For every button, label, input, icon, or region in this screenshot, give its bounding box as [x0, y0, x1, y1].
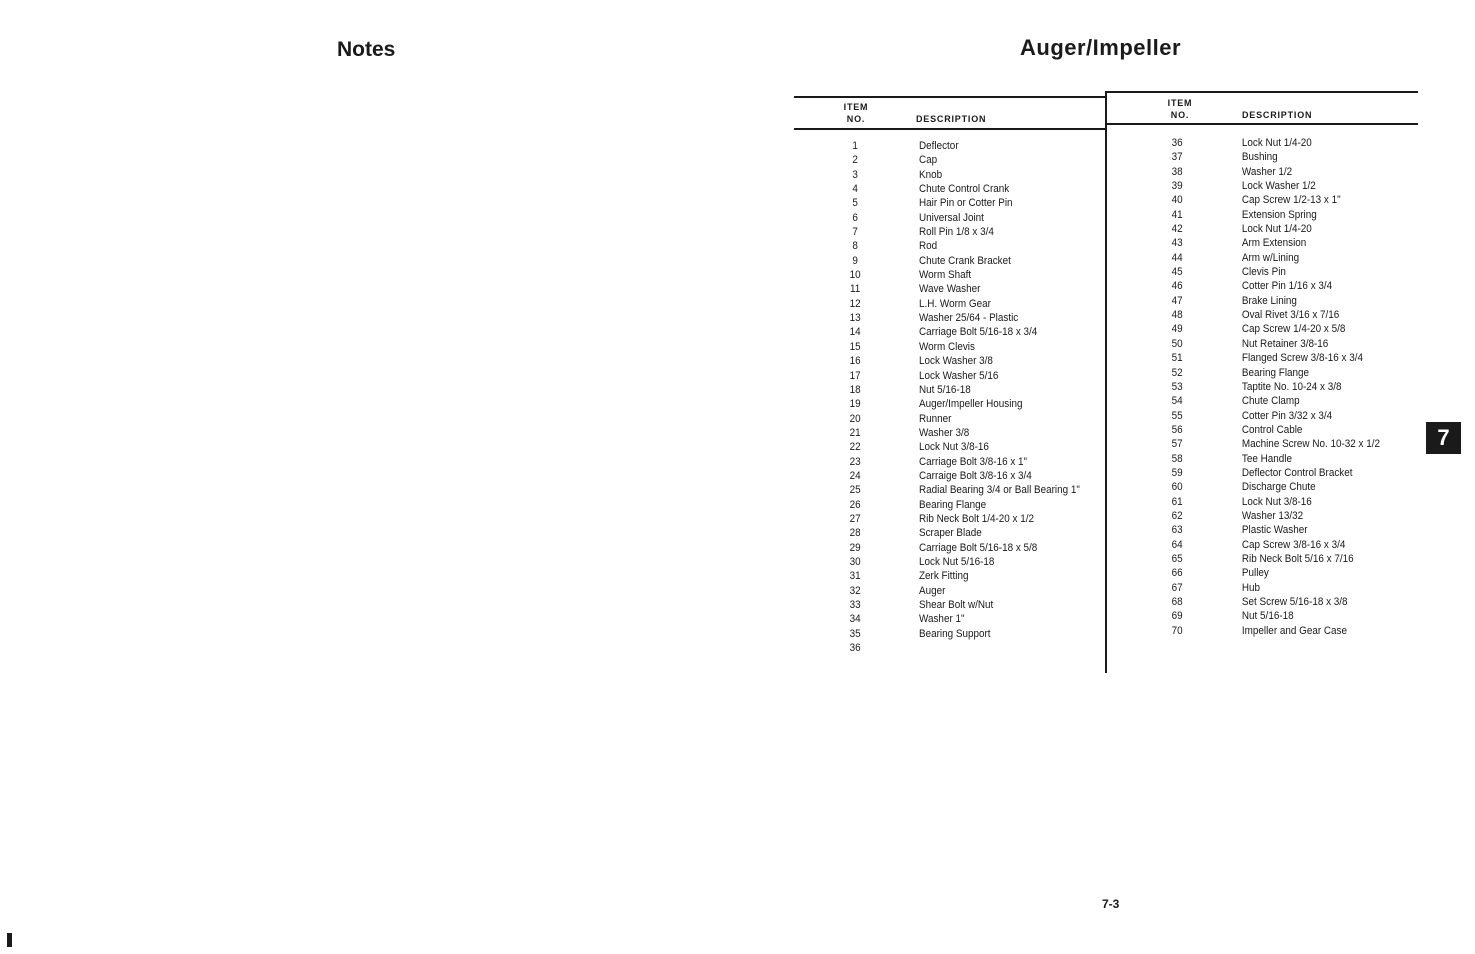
- list-item: [1160, 595, 1380, 609]
- chapter-tab: 7: [1426, 422, 1461, 454]
- item-description: Shear Bolt w/Nut: [919, 599, 994, 611]
- list-item: [838, 612, 1080, 626]
- scan-mark: [7, 933, 12, 947]
- item-number: 22: [849, 441, 861, 454]
- item-number: 69: [1171, 610, 1183, 623]
- item-number: 29: [849, 541, 861, 554]
- list-item: [838, 397, 1080, 411]
- list-item: [838, 440, 1080, 454]
- item-description: Lock Nut 5/16-18: [919, 555, 995, 568]
- item-description: Discharge Chute: [1241, 481, 1316, 494]
- item-number: 24: [849, 469, 861, 482]
- right-description-header: DESCRIPTION: [1242, 110, 1313, 120]
- list-item: [838, 325, 1080, 339]
- item-number: 30: [849, 555, 861, 568]
- list-item: [1160, 251, 1380, 265]
- list-item: [838, 311, 1080, 325]
- item-number: 14: [849, 326, 861, 339]
- item-description: Universal Joint: [919, 211, 984, 224]
- list-item: [838, 627, 1080, 641]
- item-number: 63: [1171, 524, 1183, 537]
- item-description: Washer 1/2: [1241, 165, 1293, 178]
- item-description: Carriage Bolt 5/16-18 x 5/8: [919, 541, 1038, 554]
- list-item: [1160, 624, 1380, 638]
- item-number: 16: [849, 355, 861, 368]
- item-description: Cap: [919, 154, 938, 167]
- item-number: 49: [1171, 323, 1183, 336]
- table-top-rule-left: [794, 96, 1105, 98]
- item-number: 5: [852, 197, 858, 210]
- list-item: [1160, 509, 1380, 523]
- item-number: 36: [1171, 137, 1183, 149]
- item-number: 61: [1171, 495, 1183, 508]
- item-number: 3: [852, 168, 858, 181]
- list-item: [1160, 351, 1380, 365]
- item-description: Zerk Fitting: [919, 570, 969, 583]
- item-number: 59: [1171, 466, 1183, 479]
- item-number: 6: [852, 211, 858, 224]
- item-description: Rib Neck Bolt 1/4-20 x 1/2: [919, 512, 1035, 525]
- list-item: [1160, 265, 1380, 279]
- item-number: 41: [1171, 208, 1183, 221]
- item-description: Lock Washer 5/16: [919, 369, 999, 382]
- parts-list-right: [1160, 136, 1380, 638]
- item-description: Washer 1": [919, 613, 965, 626]
- item-description: Bushing: [1241, 151, 1278, 164]
- item-description: Auger: [919, 584, 946, 597]
- item-number: 11: [849, 283, 861, 296]
- item-description: Carraige Bolt 3/8-16 x 3/4: [919, 469, 1032, 482]
- item-number: 40: [1171, 194, 1183, 207]
- parts-list-left: [838, 139, 1080, 655]
- item-number: 7: [852, 226, 858, 239]
- list-item: [838, 598, 1080, 612]
- item-description: Washer 13/32: [1241, 509, 1304, 522]
- item-number: 20: [849, 412, 861, 425]
- item-description: Bearing Flange: [1241, 366, 1310, 379]
- list-item: [838, 153, 1080, 167]
- list-item: [838, 225, 1080, 239]
- list-item: [838, 383, 1080, 397]
- item-description: Oval Rivet 3/16 x 7/16: [1241, 309, 1340, 322]
- item-number: 9: [852, 254, 858, 267]
- item-number: 2: [852, 154, 858, 167]
- item-number: 42: [1171, 223, 1183, 236]
- item-description: Hair Pin or Cotter Pin: [919, 197, 1013, 210]
- list-item: [838, 182, 1080, 196]
- item-description: Cap Screw 1/4-20 x 5/8: [1241, 323, 1346, 336]
- item-description: Washer 3/8: [919, 426, 970, 439]
- item-number: 54: [1171, 395, 1183, 408]
- item-description: Chute Control Crank: [919, 183, 1010, 196]
- list-item: [1160, 552, 1380, 566]
- item-number: 65: [1171, 552, 1183, 565]
- list-item: [1160, 538, 1380, 552]
- item-number: 53: [1171, 380, 1183, 393]
- item-description: Chute Crank Bracket: [919, 254, 1011, 267]
- item-description: Lock Nut 3/8-16: [919, 441, 989, 454]
- list-item: [1160, 581, 1380, 595]
- list-item: [1160, 308, 1380, 322]
- item-description: Arm w/Lining: [1241, 251, 1300, 264]
- header-no-label: NO.: [1170, 110, 1190, 120]
- item-description: Hub: [1241, 581, 1261, 594]
- item-description: Knob: [919, 168, 943, 181]
- list-item: [838, 426, 1080, 440]
- item-number: 36: [849, 642, 861, 655]
- item-number: 27: [849, 512, 861, 525]
- right-item-no-header: [1160, 97, 1200, 121]
- item-number: 19: [849, 398, 861, 411]
- list-item: [1160, 366, 1380, 380]
- list-item: [1160, 208, 1380, 222]
- item-description: Deflector Control Bracket: [1241, 466, 1353, 479]
- left-description-header: DESCRIPTION: [916, 114, 987, 124]
- list-item: [1160, 423, 1380, 437]
- item-description: Worm Clevis: [919, 340, 975, 353]
- item-description: Worm Shaft: [919, 269, 972, 282]
- item-number: 26: [849, 498, 861, 511]
- item-number: 70: [1171, 624, 1183, 637]
- item-description: Tee Handle: [1241, 452, 1292, 465]
- list-item: [1160, 150, 1380, 164]
- list-item: [838, 139, 1080, 153]
- header-rule-right: [1105, 123, 1418, 125]
- notes-page-title: Notes: [337, 38, 396, 61]
- item-number: 1: [852, 140, 858, 152]
- list-item: [1160, 523, 1380, 537]
- header-item-label: ITEM: [1167, 98, 1193, 108]
- item-description: Rib Neck Bolt 5/16 x 7/16: [1241, 552, 1354, 565]
- list-item: [838, 168, 1080, 182]
- item-number: 60: [1171, 481, 1183, 494]
- item-number: 67: [1171, 581, 1183, 594]
- list-item: [1160, 294, 1380, 308]
- list-item: [838, 211, 1080, 225]
- list-item: [838, 282, 1080, 296]
- item-number: 25: [849, 484, 861, 497]
- header-no-label: NO.: [846, 114, 866, 124]
- list-item: [838, 268, 1080, 282]
- list-item: [838, 455, 1080, 469]
- item-number: 15: [849, 340, 861, 353]
- header-item-label: ITEM: [843, 102, 869, 112]
- item-number: 38: [1171, 165, 1183, 178]
- list-item: [838, 641, 1080, 655]
- item-description: Lock Washer 1/2: [1241, 180, 1316, 193]
- item-number: 23: [849, 455, 861, 468]
- item-description: Wave Washer: [919, 283, 981, 296]
- item-description: Flanged Screw 3/8-16 x 3/4: [1241, 352, 1363, 365]
- item-description: Arm Extension: [1241, 237, 1307, 250]
- list-item: [838, 354, 1080, 368]
- item-number: 43: [1171, 237, 1183, 250]
- item-number: 34: [849, 613, 861, 626]
- left-item-no-header: [836, 101, 876, 125]
- item-number: 55: [1171, 409, 1183, 422]
- list-item: [838, 541, 1080, 555]
- list-item: [838, 483, 1080, 497]
- item-description: Lock Nut 1/4-20: [1241, 137, 1312, 149]
- item-number: 33: [849, 599, 861, 611]
- list-item: [1160, 193, 1380, 207]
- list-item: [1160, 322, 1380, 336]
- list-item: [838, 555, 1080, 569]
- list-item: [838, 512, 1080, 526]
- item-number: 17: [849, 369, 861, 382]
- list-item: [838, 239, 1080, 253]
- item-number: 58: [1171, 452, 1183, 465]
- list-item: [1160, 566, 1380, 580]
- item-description: Bearing Flange: [919, 498, 987, 511]
- list-item: [1160, 394, 1380, 408]
- item-number: 8: [852, 240, 858, 253]
- list-item: [838, 498, 1080, 512]
- list-item: [1160, 380, 1380, 394]
- page-number: 7-3: [1102, 897, 1120, 911]
- list-item: [838, 584, 1080, 598]
- item-description: Taptite No. 10-24 x 3/8: [1241, 380, 1342, 393]
- item-description: Control Cable: [1241, 423, 1303, 436]
- list-item: [838, 412, 1080, 426]
- item-number: 45: [1171, 266, 1183, 279]
- item-description: Clevis Pin: [1241, 266, 1286, 279]
- item-description: Rod: [919, 240, 938, 253]
- list-item: [838, 297, 1080, 311]
- item-number: 66: [1171, 567, 1183, 580]
- item-number: 32: [849, 584, 861, 597]
- item-number: 47: [1171, 294, 1183, 307]
- item-number: 4: [852, 183, 858, 196]
- item-description: Brake Lining: [1241, 294, 1297, 307]
- list-item: [838, 369, 1080, 383]
- item-number: 13: [849, 312, 861, 325]
- item-description: Deflector: [919, 140, 959, 152]
- list-item: [1160, 337, 1380, 351]
- list-item: [1160, 165, 1380, 179]
- item-number: 62: [1171, 509, 1183, 522]
- item-number: 51: [1171, 352, 1183, 365]
- list-item: [1160, 609, 1380, 623]
- list-item: [838, 469, 1080, 483]
- item-description: Chute Clamp: [1241, 395, 1300, 408]
- section-title: Auger/Impeller: [1020, 35, 1182, 60]
- item-number: 21: [849, 426, 861, 439]
- column-divider: [1105, 93, 1107, 673]
- list-item: [838, 340, 1080, 354]
- item-description: Plastic Washer: [1241, 524, 1308, 537]
- item-description: Cotter Pin 1/16 x 3/4: [1241, 280, 1333, 293]
- list-item: [1160, 480, 1380, 494]
- item-number: 35: [849, 627, 861, 640]
- item-description: Pulley: [1241, 567, 1269, 580]
- item-description: Auger/Impeller Housing: [919, 398, 1023, 411]
- item-number: 28: [849, 527, 861, 540]
- item-number: 46: [1171, 280, 1183, 293]
- item-number: 64: [1171, 538, 1183, 551]
- header-rule-left: [794, 128, 1105, 130]
- item-number: 52: [1171, 366, 1183, 379]
- item-description: Carriage Bolt 5/16-18 x 3/4: [919, 326, 1038, 339]
- item-description: Radial Bearing 3/4 or Ball Bearing 1": [919, 484, 1080, 497]
- list-item: [1160, 466, 1380, 480]
- item-number: 50: [1171, 337, 1183, 350]
- item-description: Roll Pin 1/8 x 3/4: [919, 226, 994, 239]
- item-number: 12: [849, 297, 861, 310]
- item-number: 68: [1171, 596, 1183, 608]
- list-item: [1160, 236, 1380, 250]
- item-description: Set Screw 5/16-18 x 3/8: [1241, 596, 1348, 608]
- item-description: Scraper Blade: [919, 527, 982, 540]
- item-description: Lock Washer 3/8: [919, 355, 993, 368]
- item-description: Nut Retainer 3/8-16: [1241, 337, 1329, 350]
- list-item: [1160, 179, 1380, 193]
- item-description: L.H. Worm Gear: [919, 297, 991, 310]
- item-description: Washer 25/64 - Plastic: [919, 312, 1019, 325]
- item-description: Cotter Pin 3/32 x 3/4: [1241, 409, 1333, 422]
- item-description: Runner: [919, 412, 952, 425]
- item-number: 44: [1171, 251, 1183, 264]
- item-description: Cap Screw 3/8-16 x 3/4: [1241, 538, 1346, 551]
- item-number: 57: [1171, 438, 1183, 451]
- list-item: [1160, 452, 1380, 466]
- item-description: Lock Nut 3/8-16: [1241, 495, 1312, 508]
- list-item: [838, 254, 1080, 268]
- list-item: [1160, 222, 1380, 236]
- list-item: [838, 196, 1080, 210]
- item-description: Machine Screw No. 10-32 x 1/2: [1241, 438, 1381, 451]
- table-top-rule-right: [1105, 91, 1418, 93]
- list-item: [1160, 495, 1380, 509]
- item-number: 56: [1171, 423, 1183, 436]
- item-description: Bearing Support: [919, 627, 991, 640]
- item-number: 48: [1171, 309, 1183, 322]
- item-number: 39: [1171, 180, 1183, 193]
- item-description: Impeller and Gear Case: [1241, 624, 1348, 637]
- list-item: [1160, 136, 1380, 150]
- item-description: Nut 5/16-18: [919, 383, 971, 396]
- item-description: Extension Spring: [1241, 208, 1317, 221]
- list-item: [838, 569, 1080, 583]
- item-description: Carriage Bolt 3/8-16 x 1": [919, 455, 1028, 468]
- item-description: Cap Screw 1/2-13 x 1": [1241, 194, 1341, 207]
- list-item: [838, 526, 1080, 540]
- item-number: 37: [1171, 151, 1183, 164]
- item-description: Lock Nut 1/4-20: [1241, 223, 1312, 236]
- item-description: Nut 5/16-18: [1241, 610, 1294, 623]
- list-item: [1160, 437, 1380, 451]
- item-number: 10: [849, 269, 861, 282]
- item-number: 18: [849, 383, 861, 396]
- list-item: [1160, 279, 1380, 293]
- item-number: 31: [849, 570, 861, 583]
- list-item: [1160, 409, 1380, 423]
